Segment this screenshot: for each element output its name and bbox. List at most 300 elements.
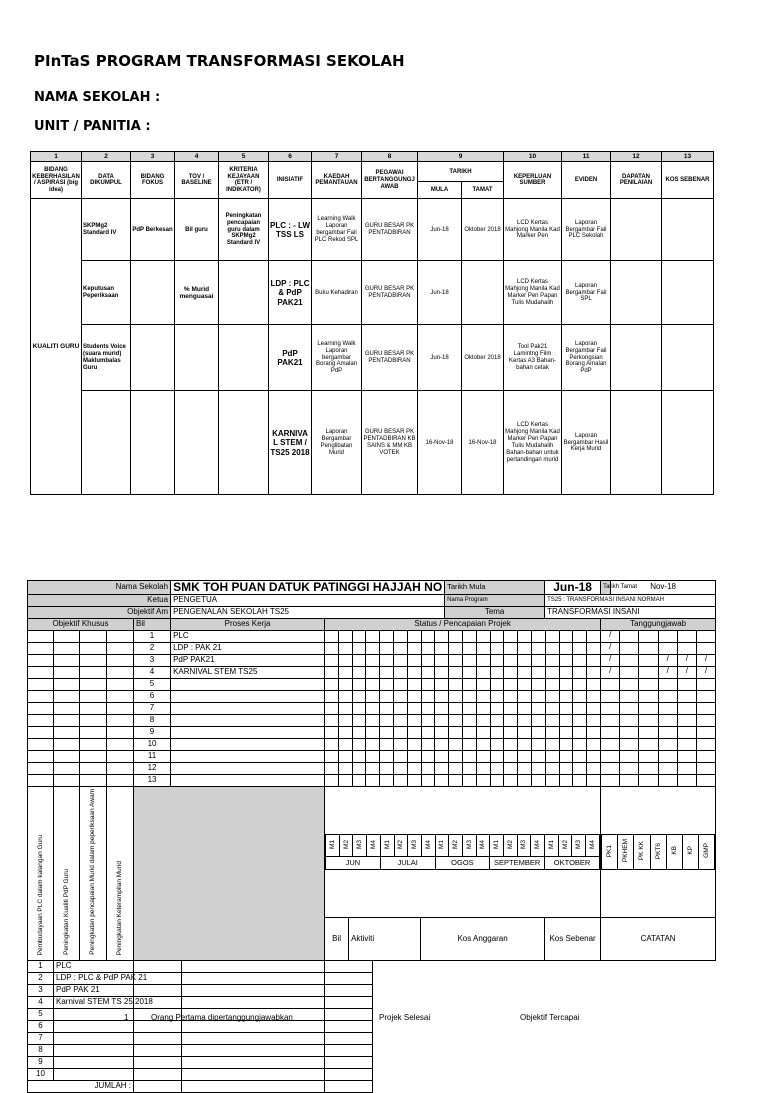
tick-cell: /: [609, 642, 612, 652]
tick-cell: [638, 739, 657, 750]
month-label: JUN: [326, 857, 381, 870]
aktiviti-bil: 2: [28, 972, 54, 984]
week-grid: [325, 787, 601, 918]
tick-cell: [696, 763, 715, 774]
proses-text: [171, 739, 325, 751]
tick-cell: [638, 703, 657, 714]
tov-cell: Bil guru: [175, 199, 219, 261]
tick-cell: [677, 703, 696, 714]
proses-text: [171, 715, 325, 727]
proses-bil: 11: [134, 751, 171, 763]
week-label: M1: [438, 840, 446, 850]
tick-cell: [619, 751, 638, 762]
aktiviti-bil: 7: [28, 1032, 54, 1044]
ketua-label: Ketua: [28, 595, 171, 607]
proses-row: [28, 715, 716, 727]
proses-row: [28, 763, 716, 775]
tick-cell: [677, 631, 696, 642]
aktiviti-bil: 8: [28, 1044, 54, 1056]
tick-cell: [696, 727, 715, 738]
tick-cell: [677, 691, 696, 702]
header-eviden: EVIDEN: [562, 162, 611, 199]
tamat-cell: 16-Nov-18: [462, 391, 504, 495]
header-fokus: BIDANG FOKUS: [131, 162, 175, 199]
tanggungjawab-label: Tanggungjawab: [601, 619, 716, 631]
week-label: M4: [589, 840, 597, 850]
week-label: M4: [424, 840, 432, 850]
week-label: M3: [465, 840, 473, 850]
aktiviti-text: [54, 1068, 134, 1080]
aktiviti-text: [54, 1032, 134, 1044]
column-number-row: [31, 152, 714, 162]
role-grid: [601, 787, 716, 918]
pegawai-cell: GURU BESAR PK PENTADBIRAN: [362, 199, 418, 261]
tick-cell: [619, 643, 638, 654]
objektif-am-label: Objektif Am: [28, 607, 171, 619]
tick-cell: [601, 775, 619, 786]
proses-row: [28, 643, 716, 655]
fokus-cell: [131, 261, 175, 325]
week-label: M4: [369, 840, 377, 850]
inisiatif-cell: LDP : PLC & PdP PAK21: [269, 261, 312, 325]
aktiviti-bil: 4: [28, 996, 54, 1008]
proses-text: [171, 691, 325, 703]
kos-anggaran-label: Kos Anggaran: [421, 918, 545, 961]
kos-sebenar-label: Kos Sebenar: [545, 918, 601, 961]
tick-cell: /: [658, 655, 677, 666]
table-row: [31, 261, 714, 325]
dapatan-cell: [611, 261, 662, 325]
week-label: M2: [397, 840, 405, 850]
tick-cell: [619, 655, 638, 666]
mula-cell: Jun-18: [418, 199, 462, 261]
status-label: Status / Pencapaian Projek: [325, 619, 601, 631]
pegawai-cell: GURU BESAR PK PENTADBIRAN: [362, 261, 418, 325]
tick-cell: [677, 763, 696, 774]
tick-cell: [658, 703, 677, 714]
eviden-cell: Laporan Bergambar Fail SPL: [562, 261, 611, 325]
week-label: M3: [520, 840, 528, 850]
inisiatif-cell: PLC : - LW TSS LS: [269, 199, 312, 261]
ketua-value: PENGETUA: [171, 595, 445, 607]
proses-bil: 2: [134, 643, 171, 655]
mula-cell: 16-Nov-18: [418, 391, 462, 495]
kriteria-cell: Peningkatan pencapaian guru dalam SKPMg2 Standard IV: [219, 199, 269, 261]
aktiviti-bil: 1: [28, 960, 54, 972]
header-data: DATA DIKUMPUL: [82, 162, 131, 199]
dapatan-cell: [611, 199, 662, 261]
tick-cell: [619, 739, 638, 750]
aktiviti-row: [28, 1008, 716, 1020]
tick-cell: [677, 679, 696, 690]
col-number: 2: [82, 152, 131, 162]
kaedah-cell: Laporan Bergambar Penglibatan Murid: [312, 391, 362, 495]
pegawai-cell: GURU BESAR PK PENTADBIRAN KB SAINS & MM KB VOTEK: [362, 391, 418, 495]
tick-cell: [658, 715, 677, 726]
role-label: PK KK: [638, 841, 646, 861]
tick-cell: [658, 679, 677, 690]
proses-row: [28, 667, 716, 679]
footer-projek: Projek Selesai: [379, 1013, 431, 1022]
objektif-khusus-text: Pembudayaan PLC dalam kalangan Guru: [36, 834, 44, 955]
tick-cell: [619, 763, 638, 774]
tick-cell: [696, 691, 715, 702]
eviden-cell: Laporan Bergambar Fail Perkongsian Borang Amalan PdP: [562, 325, 611, 391]
tick-cell: /: [677, 655, 696, 666]
tov-cell: % Murid menguasai: [175, 261, 219, 325]
aktiviti-text: PLC: [54, 960, 134, 972]
header-kriteria: KRITERIA KEJAYAAN (ETR / INDIKATOR): [219, 162, 269, 199]
catatan-label: CATATAN: [601, 918, 716, 961]
header-sumber: KEPERLUAN SUMBER: [504, 162, 562, 199]
proses-bil: 9: [134, 727, 171, 739]
data-cell: Keputusan Peperiksaan: [82, 261, 131, 325]
fokus-cell: PdP Berkesan: [131, 199, 175, 261]
kos-cell: [662, 199, 714, 261]
proses-text: [171, 703, 325, 715]
col-number: 12: [611, 152, 662, 162]
tick-cell: [619, 691, 638, 702]
role-label: KB: [670, 846, 678, 856]
tick-cell: [619, 703, 638, 714]
tick-cell: [601, 751, 619, 762]
col-number: 13: [662, 152, 714, 162]
week-label: M2: [506, 840, 514, 850]
aktiviti-row: [28, 1056, 716, 1068]
aktiviti-bil: 9: [28, 1056, 54, 1068]
proses-text: [171, 727, 325, 739]
col-number: 7: [312, 152, 362, 162]
tick-cell: [696, 703, 715, 714]
header-inisiatif: INISIATIF: [269, 162, 312, 199]
tick-cell: [658, 631, 677, 642]
week-label: M1: [493, 840, 501, 850]
tick-cell: /: [658, 667, 677, 678]
tick-cell: [619, 727, 638, 738]
header-bidang: BIDANG KEBERHASILAN / ASPIRASI (big idea): [31, 162, 82, 199]
tick-cell: [696, 751, 715, 762]
tick-cell: [696, 679, 715, 690]
header-mula: MULA: [418, 182, 462, 199]
data-cell: Students Voice (suara murid) Maklumbalas Guru: [82, 325, 131, 391]
tick-cell: /: [696, 655, 715, 666]
aktiviti-row: [28, 996, 716, 1008]
table-row: [31, 325, 714, 391]
col-number: 4: [175, 152, 219, 162]
tarikh-tamat: Nov-18: [611, 581, 716, 595]
week-label: M2: [561, 840, 569, 850]
tick-cell: [696, 715, 715, 726]
col-number: 3: [131, 152, 175, 162]
month-label: OGOS: [435, 857, 490, 870]
tick-cell: [619, 715, 638, 726]
proses-text: LDP : PAK 21: [171, 643, 325, 655]
nama-sekolah-label: Nama Sekolah: [28, 581, 171, 595]
objektif-khusus-text: Peningkatan Keterampilan Murid: [116, 860, 124, 955]
aktiviti-row: [28, 972, 716, 984]
proses-bil: 7: [134, 703, 171, 715]
objektif-khusus-text: Peningkatan Kualiti PdP Guru: [62, 869, 70, 955]
tick-cell: [601, 739, 619, 750]
aktiviti-label: Aktiviti: [349, 918, 421, 961]
bil-label: Bil: [134, 619, 171, 631]
kriteria-cell: [219, 325, 269, 391]
tov-cell: [175, 391, 219, 495]
sumber-cell: Tool Pak21 Lamintng Film Kertas A3 Bahan-bahan cetak: [504, 325, 562, 391]
aktiviti-row: [28, 1044, 716, 1056]
tick-cell: [638, 751, 657, 762]
kriteria-cell: [219, 391, 269, 495]
aktiviti-row: [28, 1068, 716, 1080]
col-number: 6: [269, 152, 312, 162]
aktiviti-row: [28, 1032, 716, 1044]
tarikh-mula: Jun-18: [545, 581, 601, 595]
week-label: M3: [410, 840, 418, 850]
week-label: M1: [328, 840, 336, 850]
kos-cell: [662, 261, 714, 325]
role-label: PK1: [606, 844, 614, 857]
tick-cell: /: [696, 667, 715, 678]
tick-cell: [677, 751, 696, 762]
inisiatif-cell: KARNIVAL STEM / TS25 2018: [269, 391, 312, 495]
week-label: M3: [575, 840, 583, 850]
tick-cell: /: [609, 666, 612, 676]
tick-cell: [619, 667, 638, 678]
week-label: M4: [534, 840, 542, 850]
proses-bil: 5: [134, 679, 171, 691]
proses-text: [171, 775, 325, 787]
objektif-khusus-text: Peningkatan pencapaian Murid dalam peperiksaan Awam: [89, 789, 97, 955]
tick-cell: [601, 715, 619, 726]
pegawai-cell: GURU BESAR PK PENTADBIRAN: [362, 325, 418, 391]
col-number: 11: [562, 152, 611, 162]
tick-cell: /: [677, 667, 696, 678]
tick-cell: [658, 775, 677, 786]
mula-cell: Jun-18: [418, 261, 462, 325]
mula-cell: Jun-18: [418, 325, 462, 391]
proses-text: PdP PAK21: [171, 655, 325, 667]
proses-bil: 4: [134, 667, 171, 679]
objektif-khusus-label: Objektif Khusus: [28, 619, 134, 631]
nama-program: TS25 : TRANSFORMASI INSANI NORMAH: [545, 595, 716, 607]
week-label: M3: [356, 840, 364, 850]
tick-cell: [638, 691, 657, 702]
col-number: 8: [362, 152, 418, 162]
kos-cell: [662, 325, 714, 391]
eviden-cell: Laporan Bergambar Fail PLC Sekolah: [562, 199, 611, 261]
kaedah-cell: Learning Walk Laporan bergambar Borang Amalan PdP: [312, 325, 362, 391]
proses-row: [28, 691, 716, 703]
school-name: SMK TOH PUAN DATUK PATINGGI HAJJAH NO: [171, 581, 445, 595]
sumber-cell: LCD Kertas Mahjong Manila Kad Marker Pen Papan Tulis Mudahalih Bahan-bahan untuk pertandingan murid: [504, 391, 562, 495]
sumber-cell: LCD Kertas Mahjong Manila Kad Marker Pen Papan Tulis Mudahalih: [504, 261, 562, 325]
week-label: M2: [342, 840, 350, 850]
tick-cell: [638, 727, 657, 738]
role-label: GMP: [702, 843, 710, 859]
dapatan-cell: [611, 391, 662, 495]
tick-cell: [658, 691, 677, 702]
header-kos: KOS SEBENAR: [662, 162, 714, 199]
tick-cell: [619, 631, 638, 642]
header-dapatan: DAPATAN PENILAIAN: [611, 162, 662, 199]
dapatan-cell: [611, 325, 662, 391]
aktiviti-text: [54, 1044, 134, 1056]
role-label: PKT6: [654, 842, 662, 859]
col-number: 5: [219, 152, 269, 162]
footer-orang: Orang Pertama dipertanggungjawabkan: [151, 1013, 293, 1022]
proses-row: [28, 739, 716, 751]
tick-cell: [619, 775, 638, 786]
aktiviti-bil: 5: [28, 1008, 54, 1020]
bidang-cell: KUALITI GURU: [31, 199, 82, 495]
tick-cell: [677, 643, 696, 654]
fokus-cell: [131, 325, 175, 391]
tick-cell: [601, 691, 619, 702]
kriteria-cell: [219, 261, 269, 325]
inisiatif-cell: PdP PAK21: [269, 325, 312, 391]
tarikh-tamat-label: Tarikh Tamat: [601, 581, 611, 595]
header-tamat: TAMAT: [462, 182, 504, 199]
proses-text: [171, 763, 325, 775]
proses-bil: 10: [134, 739, 171, 751]
tick-cell: [638, 763, 657, 774]
header-tov: TOV / BASELINE: [175, 162, 219, 199]
proses-bil: 6: [134, 691, 171, 703]
week-label: M2: [452, 840, 460, 850]
kaedah-cell: Learning Walk Laporan bergambar Fail PLC Rekod SPL: [312, 199, 362, 261]
footer-number: 1: [124, 1013, 129, 1022]
col-number: 1: [31, 152, 82, 162]
tick-cell: [696, 643, 715, 654]
header-kaedah: KAEDAH PEMANTAUAN: [312, 162, 362, 199]
tick-cell: /: [609, 654, 612, 664]
tema-label: Tema: [445, 607, 545, 619]
tick-cell: [696, 631, 715, 642]
proses-bil: 8: [134, 715, 171, 727]
tick-cell: [696, 739, 715, 750]
tema-value: TRANSFORMASI INSANI: [545, 607, 716, 619]
tick-cell: [658, 727, 677, 738]
proses-bil: 13: [134, 775, 171, 787]
tick-cell: [619, 679, 638, 690]
aktiviti-text: [54, 1008, 134, 1020]
tamat-cell: Oktober 2018: [462, 199, 504, 261]
tick-cell: [677, 775, 696, 786]
proses-text: [171, 679, 325, 691]
tov-cell: [175, 325, 219, 391]
month-label: JULAI: [380, 857, 435, 870]
week-label: M4: [479, 840, 487, 850]
header-tarikh: TARIKH: [418, 162, 504, 182]
role-label: KP: [686, 846, 694, 856]
tamat-cell: [462, 261, 504, 325]
proses-bil: 12: [134, 763, 171, 775]
data-cell: [82, 391, 131, 495]
aktiviti-row: [28, 984, 716, 996]
proses-row: [28, 655, 716, 667]
aktiviti-text: Karnival STEM TS 25 2018: [54, 996, 134, 1008]
aktiviti-text: [54, 1020, 134, 1032]
table-row: [31, 391, 714, 495]
month-label: SEPTEMBER: [490, 857, 545, 870]
tick-cell: [601, 727, 619, 738]
aktiviti-bil: 10: [28, 1068, 54, 1080]
aktiviti-bil: 3: [28, 984, 54, 996]
proses-row: [28, 679, 716, 691]
tick-cell: [677, 727, 696, 738]
aktiviti-bil: 6: [28, 1020, 54, 1032]
aktiviti-text: PdP PAK 21: [54, 984, 134, 996]
aktiviti-text: [54, 1056, 134, 1068]
footer-objektif: Objektif Tercapai: [520, 1013, 580, 1022]
proses-kerja-label: Proses Kerja: [171, 619, 325, 631]
proses-bil: 3: [134, 655, 171, 667]
role-label: PKHEM: [622, 839, 630, 863]
tamat-cell: Oktober 2018: [462, 325, 504, 391]
eviden-cell: Laporan Bergambar Hasil Kerja Murid: [562, 391, 611, 495]
tarikh-mula-label: Tarikh Mula: [445, 581, 545, 595]
project-form: [27, 580, 716, 1093]
tick-cell: [638, 679, 657, 690]
jumlah-label: JUMLAH :: [28, 1080, 134, 1092]
tick-cell: [696, 775, 715, 786]
proses-row: [28, 751, 716, 763]
aktiviti-row: [28, 1020, 716, 1032]
tick-cell: [601, 763, 619, 774]
tick-cell: [638, 715, 657, 726]
tick-cell: [658, 763, 677, 774]
bil-aktiviti-label: Bil: [325, 918, 349, 961]
kos-cell: [662, 391, 714, 495]
col-number: 9: [418, 152, 504, 162]
proses-row: [28, 727, 716, 739]
proses-bil: 1: [134, 631, 171, 643]
proses-text: [171, 751, 325, 763]
tick-cell: [601, 703, 619, 714]
month-label: OKTOBER: [545, 857, 600, 870]
unit-label: UNIT / PANITIA :: [34, 119, 151, 134]
proses-text: PLC: [171, 631, 325, 643]
fokus-cell: [131, 391, 175, 495]
plan-table: [30, 151, 714, 495]
col-number: 10: [504, 152, 562, 162]
aktiviti-row: [28, 960, 716, 972]
tick-cell: [658, 643, 677, 654]
tick-cell: [677, 715, 696, 726]
tick-cell: [658, 751, 677, 762]
week-label: M1: [383, 840, 391, 850]
proses-row: [28, 631, 716, 643]
page-title: PInTaS PROGRAM TRANSFORMASI SEKOLAH: [34, 52, 405, 70]
tick-cell: [601, 679, 619, 690]
tick-cell: [638, 631, 657, 642]
data-cell: SKPMg2 Standard IV: [82, 199, 131, 261]
aktiviti-text: LDP : PLC & PdP PAK 21: [54, 972, 134, 984]
tick-cell: [677, 739, 696, 750]
sumber-cell: LCD Kertas Mahjong Manila Kad Marker Pen: [504, 199, 562, 261]
tick-cell: /: [609, 630, 612, 640]
kaedah-cell: Buku Kehadiran: [312, 261, 362, 325]
school-name-label: NAMA SEKOLAH :: [34, 90, 161, 105]
week-label: M1: [547, 840, 555, 850]
table-row: [31, 199, 714, 261]
tick-cell: [638, 655, 657, 666]
proses-row: [28, 775, 716, 787]
proses-text: KARNIVAL STEM TS25: [171, 667, 325, 679]
nama-program-label: Nama Program: [445, 595, 545, 607]
tick-cell: [638, 667, 657, 678]
tick-cell: [638, 643, 657, 654]
